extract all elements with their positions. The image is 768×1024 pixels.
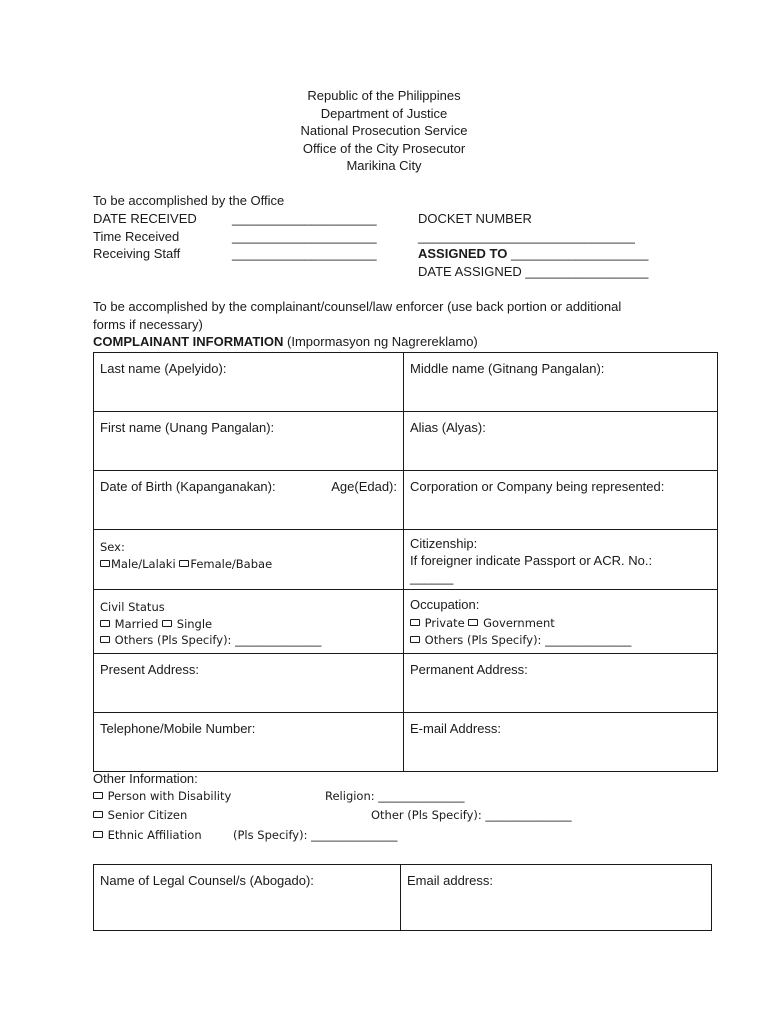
corporation-field[interactable] <box>404 471 718 530</box>
header-city: Marikina City <box>346 158 422 174</box>
middle-name-label: Middle name (Gitnang Pangalan): <box>410 361 605 376</box>
date-received-field[interactable]: ____________________ <box>232 211 377 226</box>
assigned-to-field[interactable]: ___________________ <box>510 246 649 261</box>
pwd-row <box>93 790 231 804</box>
occupation-others-label: Others (Pls Specify): _______________ <box>424 632 632 647</box>
first-name-field[interactable] <box>94 412 404 471</box>
alias-field[interactable] <box>404 412 718 471</box>
others-checkbox[interactable] <box>100 636 110 643</box>
header-office: Office of the City Prosecutor <box>302 140 466 156</box>
ethnic-checkbox[interactable] <box>93 831 103 838</box>
complainant-info-table <box>93 352 718 772</box>
last-name-field[interactable] <box>94 353 404 412</box>
pwd-checkbox[interactable] <box>93 792 103 799</box>
married-checkbox[interactable] <box>100 620 110 627</box>
legal-counsel-field[interactable] <box>94 865 401 931</box>
first-name-label: First name (Unang Pangalan): <box>100 420 275 435</box>
other-info-title: Other Information: <box>93 771 198 786</box>
last-name-label: Last name (Apelyido): <box>100 361 227 376</box>
time-received-field[interactable]: ____________________ <box>232 229 377 244</box>
permanent-address-label: Permanent Address: <box>410 662 528 677</box>
complainant-intro-line1: To be accomplished by the complainant/counsel/law enforcer (use back portion or additional <box>93 299 622 314</box>
male-checkbox[interactable] <box>100 560 110 567</box>
single-checkbox[interactable] <box>162 620 172 627</box>
civil-others-label: Others (Pls Specify): _______________ <box>114 633 322 648</box>
telephone-field[interactable] <box>94 713 404 772</box>
present-address-label: Present Address: <box>100 662 199 677</box>
header-department: Department of Justice <box>320 105 448 121</box>
header-republic: Republic of the Philippines <box>307 88 461 103</box>
civil-status-field <box>94 590 404 654</box>
citizenship-field[interactable] <box>404 530 718 590</box>
docket-number-label: DOCKET NUMBER <box>418 211 532 226</box>
citizenship-blank: ______ <box>410 569 454 585</box>
legal-counsel-table <box>93 864 712 931</box>
docket-number-field[interactable]: ______________________________ <box>418 229 635 244</box>
government-label: Government <box>483 615 555 630</box>
citizenship-label: Citizenship: <box>410 536 478 551</box>
female-option-label: Female/Babae <box>190 556 273 571</box>
other-specify-field[interactable]: Other (Pls Specify): _______________ <box>371 808 572 822</box>
dob-label: Date of Birth (Kapanganakan): <box>100 479 276 494</box>
citizenship-note: If foreigner indicate Passport or ACR. No.: <box>410 552 653 568</box>
present-address-field[interactable] <box>94 654 404 713</box>
alias-label: Alias (Alyas): <box>410 420 486 435</box>
date-assigned-field[interactable]: _________________ <box>525 264 649 279</box>
occupation-label: Occupation: <box>410 597 480 612</box>
age-label: Age(Edad): <box>331 479 397 494</box>
married-label: Married <box>114 616 159 631</box>
document-header <box>0 87 768 175</box>
female-checkbox[interactable] <box>179 560 189 567</box>
date-assigned-label: DATE ASSIGNED <box>418 264 522 279</box>
date-assigned-row <box>418 264 648 280</box>
corporation-label: Corporation or Company being represented: <box>410 479 665 494</box>
counsel-email-field[interactable] <box>401 865 712 931</box>
male-option-label: Male/Lalaki <box>111 556 176 571</box>
senior-row <box>93 809 187 823</box>
email-field[interactable] <box>404 713 718 772</box>
ethnic-label: Ethnic Affiliation <box>107 828 202 842</box>
header-service: National Prosecution Service <box>300 123 468 139</box>
complainant-intro-line2: forms if necessary) <box>93 317 203 332</box>
senior-label: Senior Citizen <box>107 808 188 822</box>
ethnic-specify-field[interactable]: (Pls Specify): _______________ <box>233 828 398 842</box>
occupation-field <box>404 590 718 654</box>
telephone-label: Telephone/Mobile Number: <box>100 721 256 736</box>
ethnic-row <box>93 829 202 843</box>
senior-checkbox[interactable] <box>93 811 103 818</box>
complainant-info-heading: COMPLAINANT INFORMATION <box>93 334 284 349</box>
email-label: E-mail Address: <box>410 721 502 736</box>
middle-name-field[interactable] <box>404 353 718 412</box>
private-label: Private <box>424 615 465 630</box>
receiving-staff-label: Receiving Staff <box>93 246 181 261</box>
office-intro: To be accomplished by the Office <box>93 193 285 208</box>
pwd-label: Person with Disability <box>107 789 232 803</box>
dob-age-field[interactable] <box>94 471 404 530</box>
date-received-label: DATE RECEIVED <box>93 211 197 226</box>
government-checkbox[interactable] <box>468 619 478 626</box>
assigned-to-label: ASSIGNED TO <box>418 246 508 261</box>
single-label: Single <box>176 616 213 631</box>
receiving-staff-field[interactable]: ____________________ <box>232 246 377 261</box>
section-title <box>93 334 478 350</box>
legal-counsel-label: Name of Legal Counsel/s (Abogado): <box>100 873 314 888</box>
complainant-info-subtitle: (Impormasyon ng Nagrereklamo) <box>287 334 478 349</box>
counsel-email-label: Email address: <box>407 873 493 888</box>
occupation-others-checkbox[interactable] <box>410 636 420 643</box>
permanent-address-field[interactable] <box>404 654 718 713</box>
time-received-label: Time Received <box>93 229 180 244</box>
religion-field[interactable]: Religion: _______________ <box>325 789 465 803</box>
civil-status-label: Civil Status <box>100 600 165 614</box>
sex-label: Sex: <box>100 540 125 554</box>
private-checkbox[interactable] <box>410 619 420 626</box>
sex-field <box>94 530 404 590</box>
assigned-to-row <box>418 246 648 262</box>
